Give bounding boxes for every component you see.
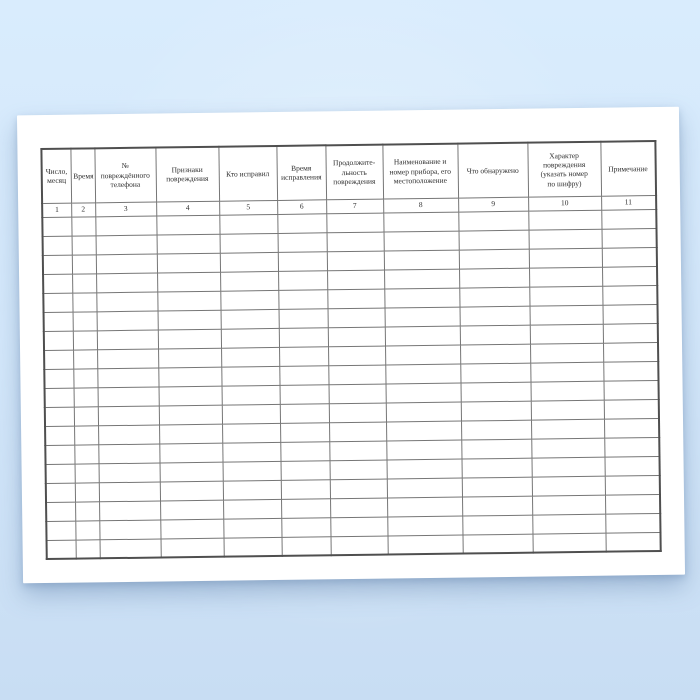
data-cell — [223, 480, 281, 500]
document-page — [17, 107, 685, 584]
column-header-8: Наименование и номер прибора, его местоположение — [382, 144, 458, 199]
data-cell — [46, 502, 75, 521]
column-header-2: Время — [70, 148, 95, 202]
data-cell — [45, 445, 74, 464]
column-number-11: 11 — [601, 195, 656, 210]
data-cell — [604, 437, 659, 457]
data-cell — [328, 327, 385, 347]
data-cell — [278, 251, 327, 271]
data-cell — [47, 540, 76, 559]
column-header-4: Признаки повреждения — [155, 147, 219, 202]
data-cell — [75, 501, 99, 520]
data-cell — [222, 404, 280, 424]
data-cell — [221, 309, 279, 329]
data-cell — [601, 228, 656, 248]
data-cell — [529, 248, 602, 268]
data-cell — [158, 348, 221, 368]
data-cell — [158, 329, 221, 349]
data-cell — [74, 425, 98, 444]
data-cell — [73, 330, 97, 349]
data-cell — [603, 323, 658, 343]
data-cell — [72, 254, 96, 273]
data-cell — [384, 269, 459, 289]
data-cell — [97, 368, 158, 388]
data-cell — [602, 247, 657, 267]
data-cell — [461, 439, 531, 459]
data-cell — [530, 343, 603, 363]
data-cell — [98, 444, 159, 464]
data-cell — [460, 363, 530, 383]
data-cell — [459, 249, 529, 269]
data-cell — [461, 458, 531, 478]
data-cell — [72, 292, 96, 311]
data-cell — [385, 364, 460, 384]
data-cell — [279, 365, 328, 385]
data-cell — [75, 482, 99, 501]
data-cell — [223, 518, 281, 538]
data-cell — [222, 423, 280, 443]
data-cell — [530, 324, 603, 344]
data-cell — [281, 479, 330, 499]
data-cell — [157, 253, 220, 273]
data-cell — [224, 537, 282, 557]
data-cell — [460, 344, 530, 364]
data-cell — [326, 213, 383, 233]
data-cell — [462, 496, 532, 516]
data-cell — [97, 349, 158, 369]
data-cell — [462, 534, 532, 554]
data-cell — [327, 251, 384, 271]
data-cell — [459, 287, 529, 307]
data-cell — [157, 234, 220, 254]
data-cell — [387, 478, 462, 498]
data-cell — [459, 230, 529, 250]
data-cell — [221, 347, 279, 367]
data-cell — [73, 368, 97, 387]
data-cell — [531, 400, 604, 420]
data-cell — [43, 274, 72, 293]
data-cell — [604, 418, 659, 438]
column-header-3: № повреждённого телефона — [94, 148, 156, 203]
data-cell — [46, 521, 75, 540]
data-cell — [158, 367, 221, 387]
data-cell — [604, 456, 659, 476]
data-cell — [160, 500, 223, 520]
data-cell — [530, 362, 603, 382]
data-cell — [157, 272, 220, 292]
data-cell — [158, 310, 221, 330]
table-header-row — [41, 141, 656, 203]
data-cell — [385, 307, 460, 327]
data-cell — [531, 419, 604, 439]
column-number-4: 4 — [156, 201, 219, 216]
data-cell — [46, 464, 75, 483]
column-number-5: 5 — [219, 200, 277, 215]
column-number-1: 1 — [42, 203, 71, 217]
data-cell — [461, 401, 531, 421]
data-cell — [330, 479, 387, 499]
data-cell — [532, 495, 605, 515]
data-cell — [99, 520, 160, 540]
column-number-10: 10 — [528, 196, 601, 211]
data-cell — [76, 539, 100, 558]
data-cell — [387, 516, 462, 536]
column-number-7: 7 — [326, 199, 383, 214]
data-cell — [602, 304, 657, 324]
data-cell — [159, 386, 222, 406]
data-cell — [99, 501, 160, 521]
data-cell — [43, 293, 72, 312]
data-cell — [462, 477, 532, 497]
data-cell — [605, 475, 660, 495]
column-header-1: Число, месяц — [41, 149, 71, 203]
data-cell — [280, 441, 329, 461]
data-cell — [156, 215, 219, 235]
data-cell — [280, 384, 329, 404]
data-cell — [529, 267, 602, 287]
data-cell — [605, 532, 660, 552]
data-cell — [98, 406, 159, 426]
data-cell — [75, 520, 99, 539]
data-cell — [97, 330, 158, 350]
data-cell — [460, 325, 530, 345]
data-cell — [327, 289, 384, 309]
data-cell — [72, 273, 96, 292]
data-cell — [461, 420, 531, 440]
data-cell — [99, 463, 160, 483]
data-cell — [279, 308, 328, 328]
column-header-6: Время исправления — [276, 145, 326, 200]
data-cell — [45, 388, 74, 407]
data-cell — [528, 210, 601, 230]
data-cell — [281, 517, 330, 537]
data-cell — [387, 497, 462, 517]
data-cell — [327, 270, 384, 290]
data-cell — [330, 498, 387, 518]
data-cell — [604, 399, 659, 419]
data-cell — [279, 327, 328, 347]
data-cell — [603, 380, 658, 400]
data-cell — [278, 232, 327, 252]
data-cell — [329, 422, 386, 442]
data-cell — [328, 365, 385, 385]
data-cell — [531, 457, 604, 477]
data-cell — [329, 403, 386, 423]
data-cell — [386, 440, 461, 460]
data-cell — [605, 494, 660, 514]
data-cell — [100, 539, 161, 559]
column-header-7: Продолжите- льность повреждения — [325, 145, 383, 200]
data-cell — [462, 515, 532, 535]
data-cell — [45, 407, 74, 426]
data-cell — [532, 514, 605, 534]
data-cell — [44, 312, 73, 331]
data-cell — [96, 292, 157, 312]
data-cell — [157, 291, 220, 311]
data-cell — [280, 403, 329, 423]
data-cell — [279, 346, 328, 366]
data-cell — [459, 268, 529, 288]
data-cell — [98, 425, 159, 445]
data-cell — [43, 255, 72, 274]
data-cell — [160, 462, 223, 482]
data-cell — [601, 209, 656, 229]
data-cell — [95, 216, 156, 236]
data-cell — [330, 517, 387, 537]
data-cell — [97, 311, 158, 331]
data-cell — [222, 442, 280, 462]
data-cell — [280, 422, 329, 442]
data-cell — [386, 383, 461, 403]
data-cell — [529, 229, 602, 249]
data-cell — [384, 231, 459, 251]
data-cell — [329, 384, 386, 404]
data-cell — [383, 212, 458, 232]
data-cell — [328, 308, 385, 328]
data-cell — [74, 387, 98, 406]
column-header-10: Характер повреждения (указать номер по шифру) — [527, 142, 601, 197]
data-cell — [385, 345, 460, 365]
data-cell — [220, 290, 278, 310]
data-cell — [159, 443, 222, 463]
data-cell — [530, 305, 603, 325]
data-cell — [458, 211, 528, 231]
column-number-2: 2 — [71, 202, 95, 216]
data-cell — [603, 342, 658, 362]
data-cell — [386, 402, 461, 422]
data-cell — [75, 463, 99, 482]
damage-log-table — [40, 140, 661, 560]
data-cell — [72, 235, 96, 254]
table-body — [42, 209, 660, 559]
data-cell — [387, 535, 462, 555]
data-cell — [160, 519, 223, 539]
data-cell — [98, 387, 159, 407]
column-number-6: 6 — [277, 199, 326, 214]
data-cell — [223, 461, 281, 481]
column-number-9: 9 — [458, 197, 528, 212]
data-cell — [99, 482, 160, 502]
data-cell — [278, 289, 327, 309]
data-cell — [219, 214, 277, 234]
data-cell — [74, 406, 98, 425]
data-cell — [159, 405, 222, 425]
data-cell — [327, 232, 384, 252]
data-cell — [221, 328, 279, 348]
data-cell — [328, 346, 385, 366]
data-cell — [602, 266, 657, 286]
data-cell — [44, 369, 73, 388]
data-cell — [330, 460, 387, 480]
data-cell — [73, 311, 97, 330]
data-cell — [532, 533, 605, 553]
column-number-8: 8 — [383, 198, 458, 213]
data-cell — [384, 288, 459, 308]
data-cell — [387, 459, 462, 479]
data-cell — [220, 271, 278, 291]
column-header-9: Что обнаружено — [457, 143, 528, 198]
data-cell — [220, 252, 278, 272]
data-cell — [46, 483, 75, 502]
data-cell — [602, 285, 657, 305]
data-cell — [71, 216, 95, 235]
data-cell — [45, 426, 74, 445]
data-cell — [532, 476, 605, 496]
data-cell — [96, 235, 157, 255]
data-cell — [329, 441, 386, 461]
data-cell — [385, 326, 460, 346]
data-cell — [159, 424, 222, 444]
data-cell — [223, 499, 281, 519]
data-cell — [605, 513, 660, 533]
column-header-11: Примечание — [600, 141, 656, 196]
data-cell — [74, 444, 98, 463]
data-cell — [44, 350, 73, 369]
data-cell — [278, 270, 327, 290]
data-cell — [222, 385, 280, 405]
data-cell — [44, 331, 73, 350]
data-cell — [281, 498, 330, 518]
data-cell — [96, 254, 157, 274]
data-cell — [531, 438, 604, 458]
data-cell — [282, 536, 331, 556]
data-cell — [42, 217, 71, 236]
data-cell — [43, 236, 72, 255]
data-cell — [281, 460, 330, 480]
data-cell — [386, 421, 461, 441]
data-cell — [277, 213, 326, 233]
column-number-3: 3 — [95, 202, 156, 217]
data-cell — [384, 250, 459, 270]
data-cell — [73, 349, 97, 368]
data-cell — [461, 382, 531, 402]
column-header-5: Кто исправил — [218, 146, 277, 201]
data-cell — [603, 361, 658, 381]
data-cell — [96, 273, 157, 293]
data-cell — [530, 381, 603, 401]
data-cell — [220, 233, 278, 253]
data-cell — [331, 536, 388, 556]
data-cell — [160, 481, 223, 501]
data-cell — [221, 366, 279, 386]
data-cell — [161, 538, 224, 558]
data-cell — [460, 306, 530, 326]
data-cell — [529, 286, 602, 306]
